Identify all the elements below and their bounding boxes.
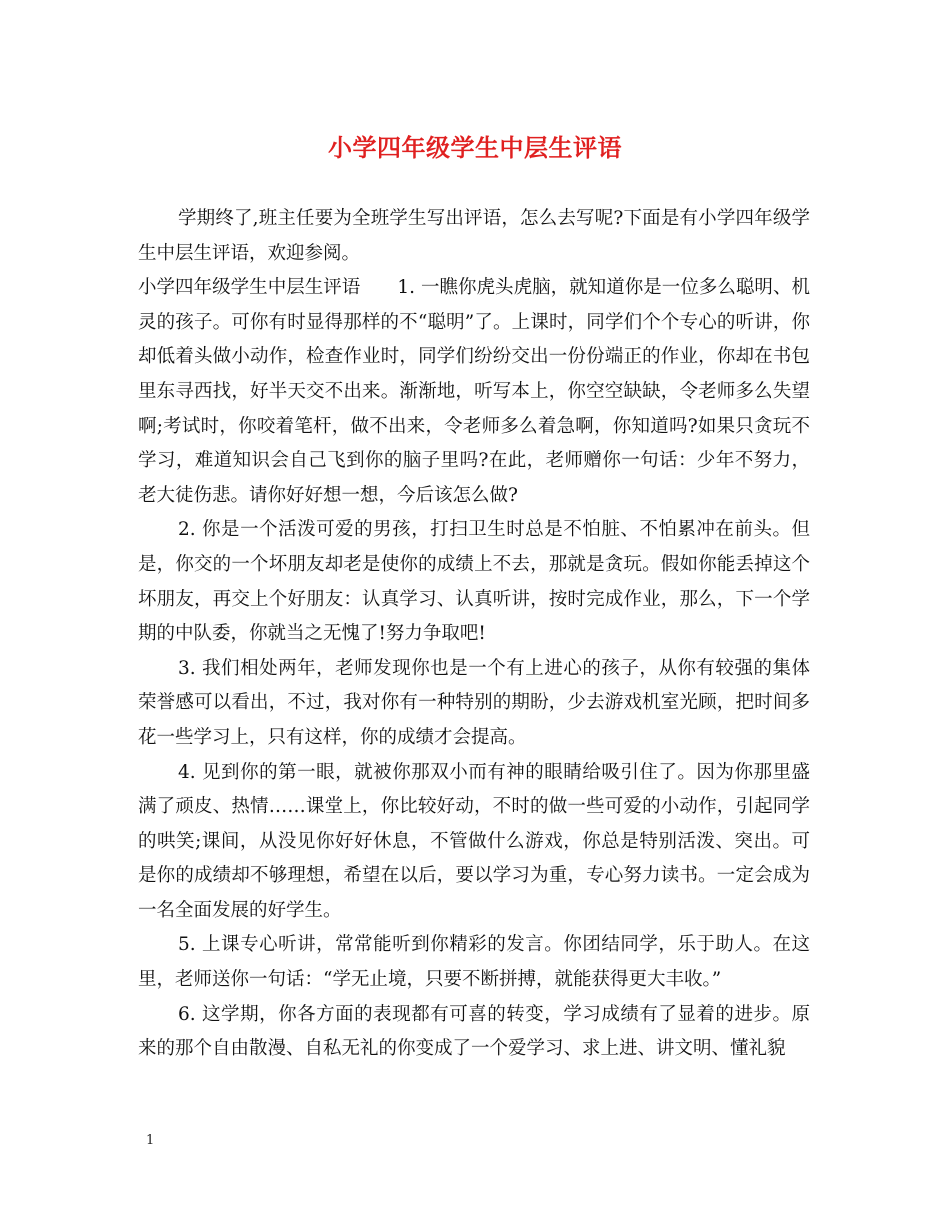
comment-paragraph-1: 小学四年级学生中层生评语 1. 一瞧你虎头虎脑，就知道你是一位多么聪明、机灵的孩子。可你有时显得那样的不“聪明”了。上课时，同学们个个专心的听讲，你却低着头做小动作，检查作业时，同学们纷纷交出一份份端正的作业，你却在书包里东寻西找，好半天交不出来。渐渐地，听写本上，你空空缺缺，令老师多么失望啊;考试时，你咬着笔杆，做不出来，令老师多么着急啊，你知道吗?如果只贪玩不学习，难道知识会自己飞到你的脑子里吗?在此，老师赠你一句话：少年不努力，老大徒伤悲。请你好好想一想，今后该怎么做? bbox=[138, 277, 810, 506]
comment-paragraph-6: 6. 这学期，你各方面的表现都有可喜的转变，学习成绩有了显着的进步。原来的那个自由散漫、自私无礼的你变成了一个爱学习、求上进、讲文明、懂礼貌 bbox=[138, 1003, 810, 1060]
page-number: 1 bbox=[146, 1133, 155, 1148]
intro-paragraph: 学期终了,班主任要为全班学生写出评语，怎么去写呢?下面是有小学四年级学生中层生评语，欢迎参阅。 bbox=[138, 208, 810, 264]
comment-paragraph-5: 5. 上课专心听讲，常常能听到你精彩的发言。你团结同学，乐于助人。在这里，老师送你一句话：“学无止境，只要不断拼搏，就能获得更大丰收。” bbox=[138, 934, 810, 991]
comment-paragraph-3: 3. 我们相处两年，老师发现你也是一个有上进心的孩子，从你有较强的集体荣誉感可以看出，不过，我对你有一种特别的期盼，少去游戏机室光顾，把时间多花一些学习上，只有这样，你的成绩才会提高。 bbox=[138, 657, 810, 748]
document-title: 小学四年级学生中层生评语 bbox=[328, 133, 622, 162]
comment-paragraph-4: 4. 见到你的第一眼，就被你那双小而有神的眼睛给吸引住了。因为你那里盛满了顽皮、热情……课堂上，你比较好动，不时的做一些可爱的小动作，引起同学的哄笑;课间，从没见你好好休息，不管做什么游戏，你总是特别活泼、突出。可是你的成绩却不够理想，希望在以后，要以学习为重，专心努力读书。一定会成为一名全面发展的好学生。 bbox=[138, 761, 810, 921]
comment-paragraph-2: 2. 你是一个活泼可爱的男孩，打扫卫生时总是不怕脏、不怕累冲在前头。但是，你交的一个坏朋友却老是使你的成绩上不去，那就是贪玩。假如你能丢掉这个坏朋友，再交上个好朋友：认真学习、认真听讲，按时完成作业，那么，下一个学期的中队委，你就当之无愧了!努力争取吧! bbox=[138, 519, 810, 645]
document-body bbox=[138, 202, 810, 1067]
